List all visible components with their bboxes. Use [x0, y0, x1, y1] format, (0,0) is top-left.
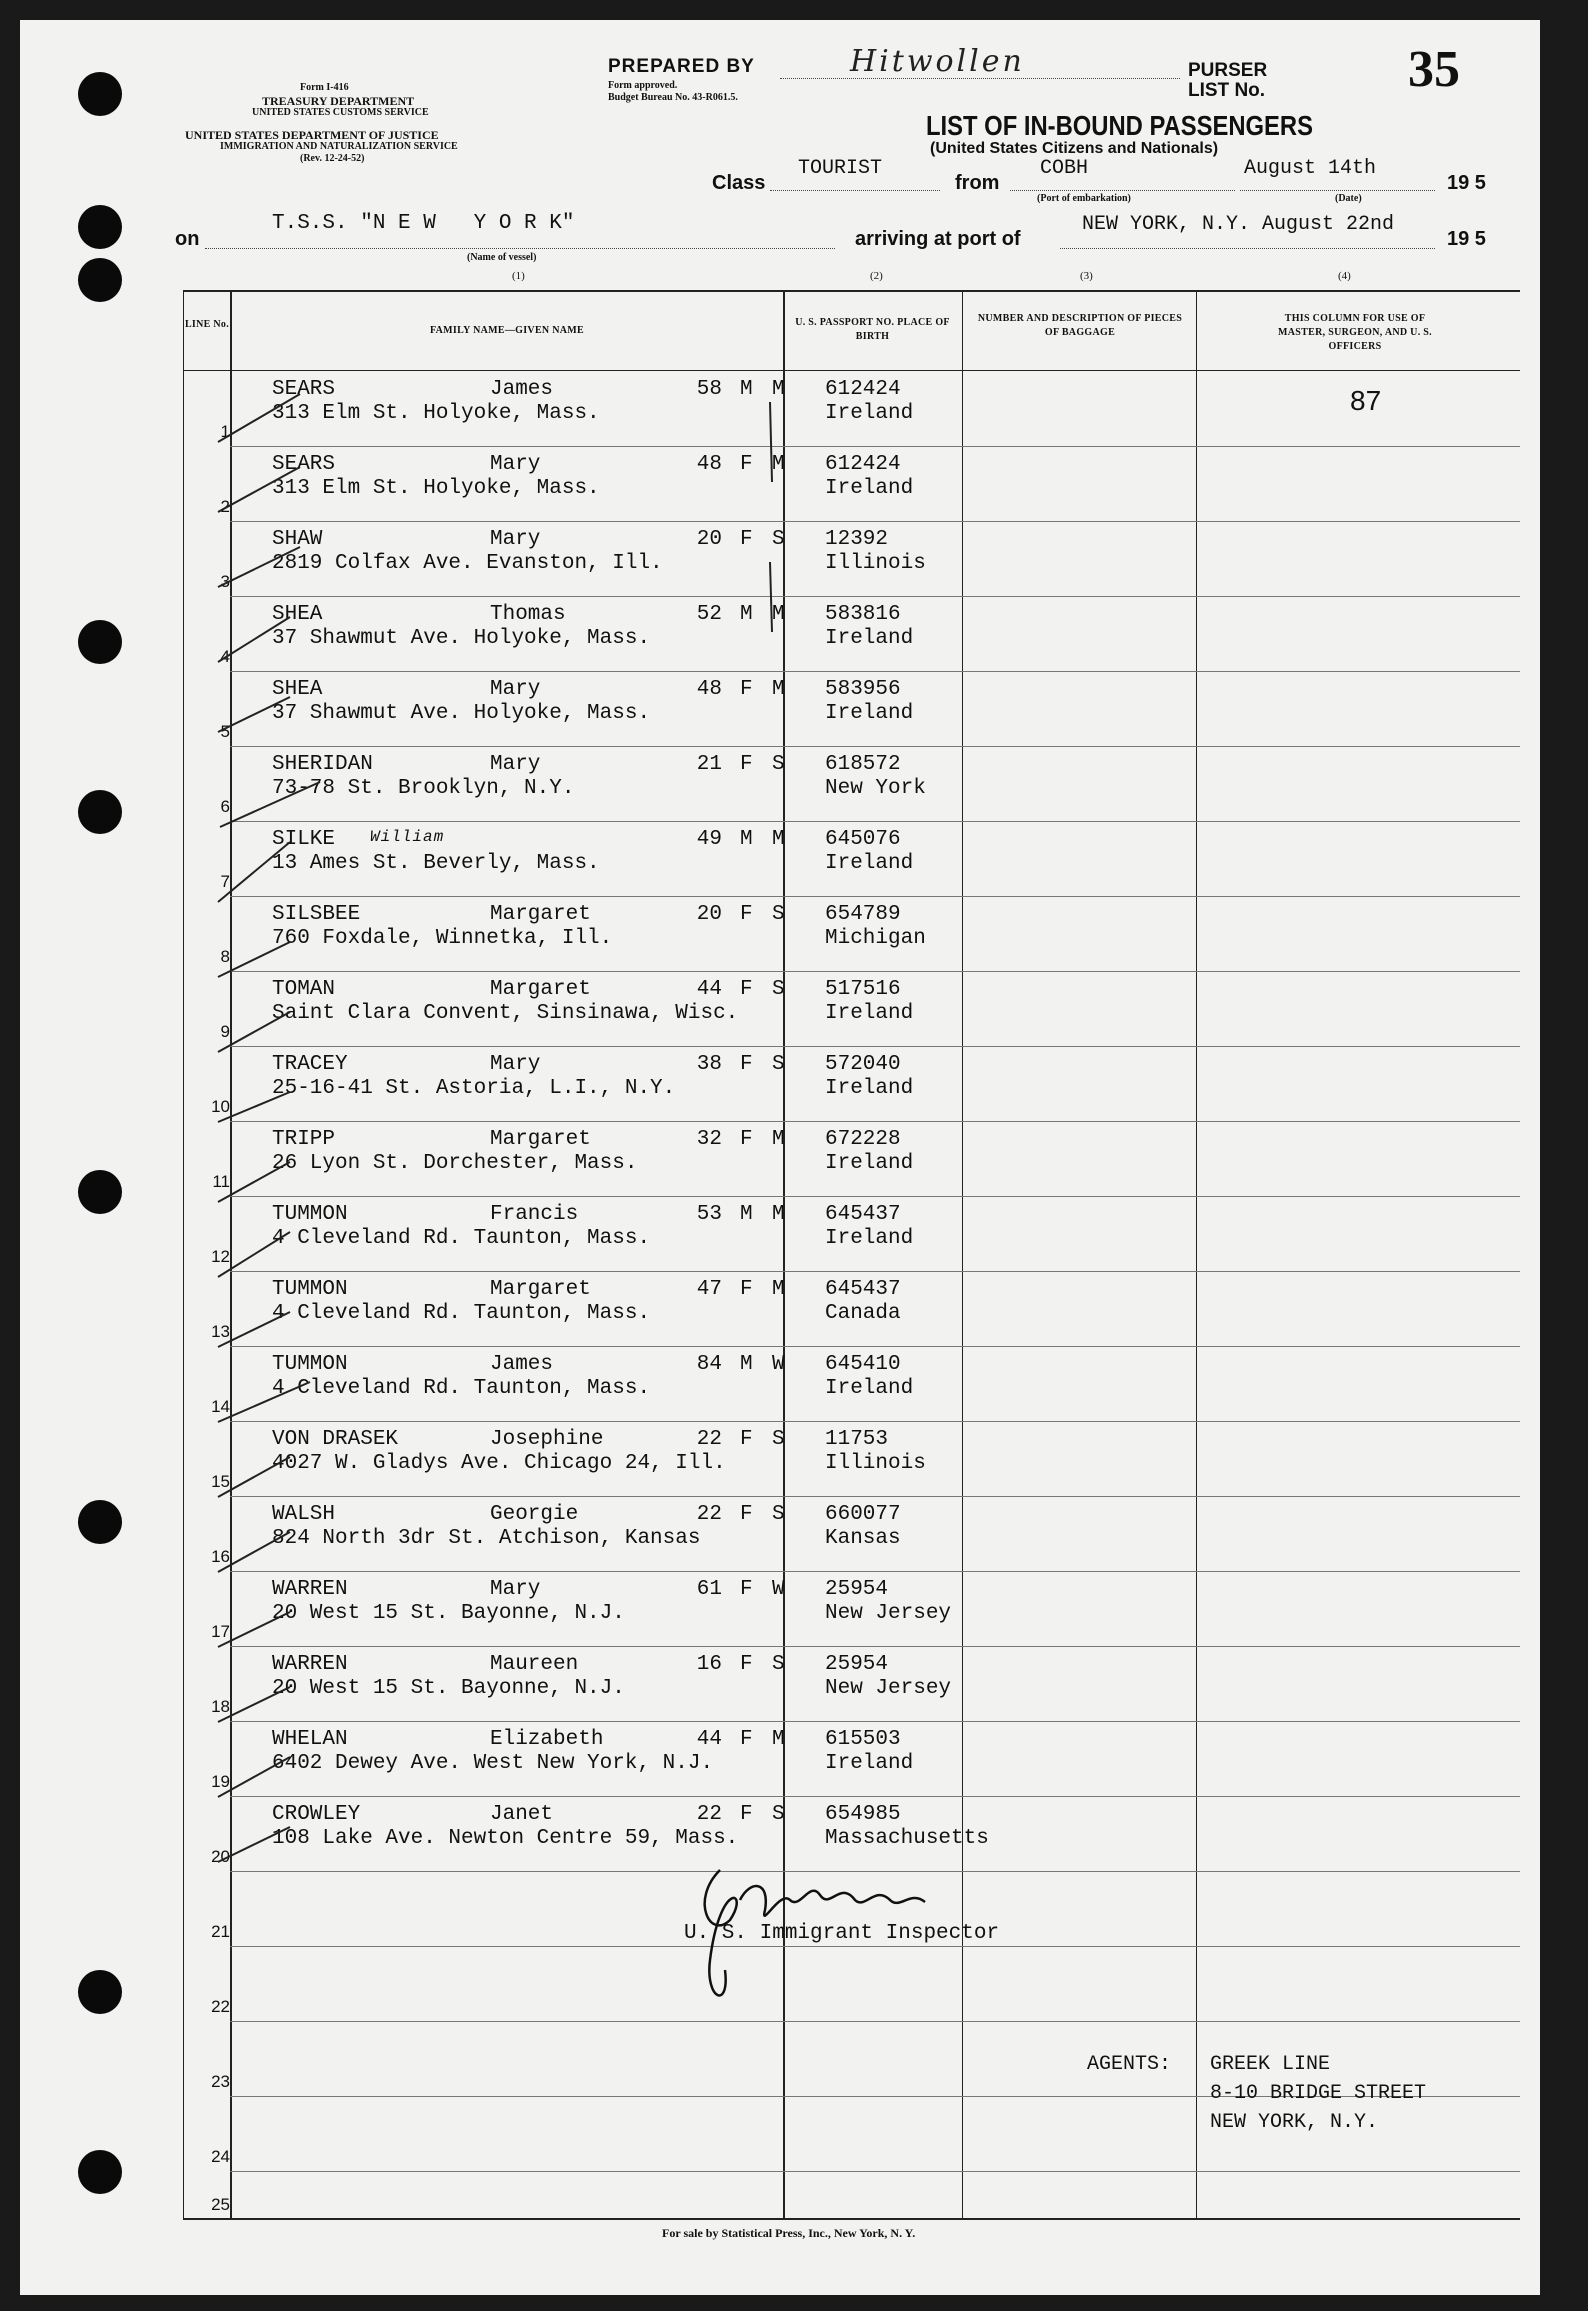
address: 37 Shawmut Ave. Holyoke, Mass.: [272, 627, 651, 650]
given-name: Mary: [490, 453, 541, 476]
sex: F: [740, 1653, 753, 1676]
purser-label: PURSER: [1188, 60, 1268, 81]
family-name: WARREN: [272, 1578, 348, 1601]
family-name: SILKE: [272, 828, 336, 851]
punch-hole: [78, 620, 122, 664]
place-of-birth: Ireland: [825, 402, 914, 425]
given-name: James: [490, 1353, 554, 1376]
header-name: FAMILY NAME—GIVEN NAME: [429, 325, 584, 336]
place-of-birth: Ireland: [825, 627, 914, 650]
marital-status: S: [772, 1428, 785, 1451]
age: 44: [696, 978, 722, 1001]
marital-status: M: [772, 453, 785, 476]
family-name: SHERIDAN: [272, 753, 373, 776]
column-number-3: (3): [1080, 270, 1093, 282]
form-approved: Form approved.: [608, 80, 678, 91]
line-number: 6: [220, 797, 230, 816]
marital-status: W: [772, 1578, 785, 1601]
place-of-birth: New York: [825, 777, 926, 800]
agents-line-2: 8-10 BRIDGE STREET: [1210, 2082, 1427, 2105]
passport-number: 612424: [825, 378, 901, 401]
marital-status: S: [772, 753, 785, 776]
marital-status: S: [772, 528, 785, 551]
punch-hole: [78, 1500, 122, 1544]
form-title: LIST OF IN-BOUND PASSENGERS: [926, 110, 1314, 141]
place-of-birth: Ireland: [825, 1377, 914, 1400]
vessel-name: T.S.S. "N E W Y O R K": [272, 212, 575, 235]
age: 84: [696, 1353, 722, 1376]
column-number-4: (4): [1338, 270, 1351, 282]
marital-status: S: [772, 1803, 785, 1826]
passport-number: 645437: [825, 1278, 901, 1301]
address: 824 North 3dr St. Atchison, Kansas: [272, 1527, 701, 1550]
passport-number: 612424: [825, 453, 901, 476]
sex: F: [740, 1428, 753, 1451]
family-name: CROWLEY: [272, 1803, 361, 1826]
given-name: Josephine: [490, 1428, 604, 1451]
punch-hole: [78, 72, 122, 116]
pen-check-marks: [200, 372, 800, 1872]
marital-status: M: [772, 1278, 785, 1301]
place-of-birth: Ireland: [825, 852, 914, 875]
date-caption: (Date): [1335, 193, 1362, 204]
age: 21: [696, 753, 722, 776]
sex: F: [740, 978, 753, 1001]
marital-status: S: [772, 1653, 785, 1676]
age: 48: [696, 678, 722, 701]
family-name: WHELAN: [272, 1728, 348, 1751]
marital-status: S: [772, 1503, 785, 1526]
given-name: Mary: [490, 528, 541, 551]
given-name: Elizabeth: [490, 1728, 604, 1751]
line-number: 23: [211, 2072, 230, 2091]
line-number: 8: [220, 947, 230, 966]
line-number: 11: [212, 1172, 230, 1191]
passport-number: 672228: [825, 1128, 901, 1151]
on-label: on: [175, 228, 200, 250]
sex: M: [740, 1353, 753, 1376]
address: 73-78 St. Brooklyn, N.Y.: [272, 777, 575, 800]
given-name: Mary: [490, 753, 541, 776]
line-number: 9: [220, 1022, 230, 1041]
address: 313 Elm St. Holyoke, Mass.: [272, 477, 600, 500]
from-label: from: [955, 172, 1000, 194]
given-name: Mary: [490, 1053, 541, 1076]
marital-status: M: [772, 1203, 785, 1226]
address: 13 Ames St. Beverly, Mass.: [272, 852, 600, 875]
address: 760 Foxdale, Winnetka, Ill.: [272, 927, 613, 950]
sex: F: [740, 753, 753, 776]
place-of-birth: Kansas: [825, 1527, 901, 1550]
prepared-by-signature: Hitwollen: [850, 44, 1025, 79]
sex: F: [740, 1503, 753, 1526]
form-subtitle: (United States Citizens and Nationals): [930, 140, 1219, 157]
age: 52: [696, 603, 722, 626]
address: 25-16-41 St. Astoria, L.I., N.Y.: [272, 1077, 676, 1100]
given-name: Thomas: [490, 603, 566, 626]
sex: F: [740, 1278, 753, 1301]
punch-hole: [78, 258, 122, 302]
age: 38: [696, 1053, 722, 1076]
arrival-port: NEW YORK, N.Y. August 22nd: [1082, 213, 1395, 236]
passport-number: 654985: [825, 1803, 901, 1826]
port-embark-caption: (Port of embarkation): [1037, 193, 1131, 204]
punch-hole: [78, 790, 122, 834]
age: 58: [696, 378, 722, 401]
sex: F: [740, 1128, 753, 1151]
age: 22: [696, 1803, 722, 1826]
line-number: 12: [211, 1247, 230, 1266]
given-name: William: [370, 828, 445, 846]
address: 4 Cleveland Rd. Taunton, Mass.: [272, 1302, 651, 1325]
sex: F: [740, 1803, 753, 1826]
passport-number: 660077: [825, 1503, 901, 1526]
justice-label: UNITED STATES DEPARTMENT OF JUSTICE: [185, 128, 439, 142]
line-number: 22: [211, 1997, 230, 2016]
address: 20 West 15 St. Bayonne, N.J.: [272, 1677, 625, 1700]
family-name: TUMMON: [272, 1278, 348, 1301]
column-number-2: (2): [870, 270, 883, 282]
column-number-1: (1): [512, 270, 525, 282]
marital-status: M: [772, 603, 785, 626]
sex: F: [740, 528, 753, 551]
marital-status: M: [772, 828, 785, 851]
age: 20: [696, 528, 722, 551]
passport-number: 645076: [825, 828, 901, 851]
address: 37 Shawmut Ave. Holyoke, Mass.: [272, 702, 651, 725]
address: 313 Elm St. Holyoke, Mass.: [272, 402, 600, 425]
line-number: 3: [220, 572, 230, 591]
passport-number: 11753: [825, 1428, 889, 1451]
marital-status: M: [772, 378, 785, 401]
sex: F: [740, 1578, 753, 1601]
line-number: 25: [211, 2195, 230, 2214]
passport-number: 517516: [825, 978, 901, 1001]
punch-hole: [78, 2150, 122, 2194]
passport-number: 654789: [825, 903, 901, 926]
marital-status: S: [772, 903, 785, 926]
given-name: Georgie: [490, 1503, 579, 1526]
passport-number: 572040: [825, 1053, 901, 1076]
punch-hole: [78, 1970, 122, 2014]
place-of-birth: Ireland: [825, 477, 914, 500]
family-name: SHEA: [272, 678, 323, 701]
place-of-birth: Ireland: [825, 1077, 914, 1100]
address: 108 Lake Ave. Newton Centre 59, Mass.: [272, 1827, 739, 1850]
family-name: SEARS: [272, 378, 336, 401]
agents-label: AGENTS:: [1087, 2053, 1172, 2076]
passport-number: 25954: [825, 1578, 889, 1601]
page-number: 35: [1408, 41, 1460, 98]
header-line-no: LINE No.: [184, 319, 230, 330]
punch-hole: [78, 205, 122, 249]
agents-line-1: GREEK LINE: [1210, 2053, 1331, 2076]
arriving-label: arriving at port of: [855, 228, 1021, 250]
passport-number: 618572: [825, 753, 901, 776]
address: 2819 Colfax Ave. Evanston, Ill.: [272, 552, 663, 575]
place-of-birth: Illinois: [825, 1452, 926, 1475]
sex: F: [740, 678, 753, 701]
passport-number: 583956: [825, 678, 901, 701]
marital-status: W: [772, 1353, 785, 1376]
passport-number: 615503: [825, 1728, 901, 1751]
age: 22: [696, 1428, 722, 1451]
place-of-birth: Michigan: [825, 927, 926, 950]
passport-number: 583816: [825, 603, 901, 626]
age: 49: [696, 828, 722, 851]
marital-status: M: [772, 678, 785, 701]
given-name: Janet: [490, 1803, 554, 1826]
address: 4027 W. Gladys Ave. Chicago 24, Ill.: [272, 1452, 726, 1475]
age: 53: [696, 1203, 722, 1226]
family-name: WALSH: [272, 1503, 336, 1526]
place-of-birth: Ireland: [825, 1002, 914, 1025]
line-number: 13: [211, 1322, 230, 1341]
family-name: WARREN: [272, 1653, 348, 1676]
place-of-birth: New Jersey: [825, 1602, 952, 1625]
given-name: Margaret: [490, 1278, 591, 1301]
inspector-title: U. S. Immigrant Inspector: [684, 1922, 1000, 1945]
sex: F: [740, 903, 753, 926]
revision-label: (Rev. 12-24-52): [300, 153, 365, 164]
embarkation-date: August 14th: [1244, 157, 1377, 180]
year-1: 19 5: [1447, 172, 1486, 194]
class-value: TOURIST: [798, 157, 883, 180]
footer-printer: For sale by Statistical Press, Inc., New York, N. Y.: [662, 2226, 916, 2240]
place-of-birth: Canada: [825, 1302, 901, 1325]
age: 47: [696, 1278, 722, 1301]
age: 20: [696, 903, 722, 926]
place-of-birth: New Jersey: [825, 1677, 952, 1700]
line-number: 15: [211, 1472, 230, 1491]
address: Saint Clara Convent, Sinsinawa, Wisc.: [272, 1002, 739, 1025]
sex: M: [740, 828, 753, 851]
family-name: SHEA: [272, 603, 323, 626]
port-of-embarkation: COBH: [1040, 157, 1089, 180]
family-name: TOMAN: [272, 978, 336, 1001]
prepared-by-label: PREPARED BY: [608, 56, 755, 77]
sex: M: [740, 603, 753, 626]
budget-bureau: Budget Bureau No. 43-R061.5.: [608, 92, 738, 103]
sex: M: [740, 378, 753, 401]
line-number: 4: [220, 647, 230, 666]
ins-label: IMMIGRATION AND NATURALIZATION SERVICE: [220, 141, 458, 152]
line-number: 21: [211, 1922, 230, 1941]
place-of-birth: Ireland: [825, 702, 914, 725]
line-number: 20: [211, 1847, 230, 1866]
sex: F: [740, 1728, 753, 1751]
given-name: Francis: [490, 1203, 579, 1226]
given-name: Margaret: [490, 978, 591, 1001]
list-no-label: LIST No.: [1188, 80, 1266, 101]
family-name: TUMMON: [272, 1353, 348, 1376]
line-number: 17: [211, 1622, 230, 1641]
form-number: Form I-416: [300, 82, 349, 93]
passport-number: 645437: [825, 1203, 901, 1226]
customs-label: UNITED STATES CUSTOMS SERVICE: [252, 107, 429, 118]
place-of-birth: Illinois: [825, 552, 926, 575]
passport-number: 12392: [825, 528, 889, 551]
passport-number: 645410: [825, 1353, 901, 1376]
age: 22: [696, 1503, 722, 1526]
given-name: Mary: [490, 1578, 541, 1601]
place-of-birth: Ireland: [825, 1752, 914, 1775]
line-number: 10: [211, 1097, 230, 1116]
address: 26 Lyon St. Dorchester, Mass.: [272, 1152, 638, 1175]
marital-status: S: [772, 978, 785, 1001]
family-name: SHAW: [272, 528, 323, 551]
address: 6402 Dewey Ave. West New York, N.J.: [272, 1752, 714, 1775]
given-name: Mary: [490, 678, 541, 701]
sex: F: [740, 1053, 753, 1076]
punch-hole: [78, 1170, 122, 1214]
year-2: 19 5: [1447, 228, 1486, 250]
place-of-birth: Massachusetts: [825, 1827, 989, 1850]
age: 48: [696, 453, 722, 476]
address: 20 West 15 St. Bayonne, N.J.: [272, 1602, 625, 1625]
header-baggage: NUMBER AND DESCRIPTION OF PIECES OF BAGGAGE: [977, 313, 1183, 338]
line-number: 16: [211, 1547, 230, 1566]
family-name: TRIPP: [272, 1128, 336, 1151]
family-name: SEARS: [272, 453, 336, 476]
line-number: 1: [220, 422, 230, 441]
age: 16: [696, 1653, 722, 1676]
passport-number: 25954: [825, 1653, 889, 1676]
vessel-caption: (Name of vessel): [467, 252, 537, 263]
given-name: James: [490, 378, 554, 401]
family-name: TRACEY: [272, 1053, 348, 1076]
given-name: Maureen: [490, 1653, 579, 1676]
marital-status: S: [772, 1053, 785, 1076]
sex: M: [740, 1203, 753, 1226]
age: 32: [696, 1128, 722, 1151]
line-number: 19: [211, 1772, 230, 1791]
marital-status: M: [772, 1728, 785, 1751]
given-name: Margaret: [490, 903, 591, 926]
family-name: TUMMON: [272, 1203, 348, 1226]
line-number: 7: [220, 872, 230, 891]
address: 4 Cleveland Rd. Taunton, Mass.: [272, 1227, 651, 1250]
family-name: SILSBEE: [272, 903, 361, 926]
given-name: Margaret: [490, 1128, 591, 1151]
line-number: 2: [220, 497, 230, 516]
age: 61: [696, 1578, 722, 1601]
place-of-birth: Ireland: [825, 1227, 914, 1250]
address: 4 Cleveland Rd. Taunton, Mass.: [272, 1377, 651, 1400]
class-label: Class: [712, 172, 766, 194]
age: 44: [696, 1728, 722, 1751]
family-name: VON DRASEK: [272, 1428, 399, 1451]
treasury-label: TREASURY DEPARTMENT: [262, 94, 415, 108]
line-number: 5: [220, 722, 230, 741]
marital-status: M: [772, 1128, 785, 1151]
place-of-birth: Ireland: [825, 1152, 914, 1175]
officer-note: 87: [1350, 385, 1382, 416]
agents-line-3: NEW YORK, N.Y.: [1210, 2111, 1379, 2134]
line-number: 18: [211, 1697, 230, 1716]
header-officers: THIS COLUMN FOR USE OF MASTER, SURGEON, AND U. S. OFFICERS: [1278, 313, 1432, 352]
sex: F: [740, 453, 753, 476]
header-passport: U. S. PASSPORT NO. PLACE OF BIRTH: [795, 317, 950, 342]
line-number: 14: [211, 1397, 230, 1416]
line-number: 24: [211, 2147, 230, 2166]
